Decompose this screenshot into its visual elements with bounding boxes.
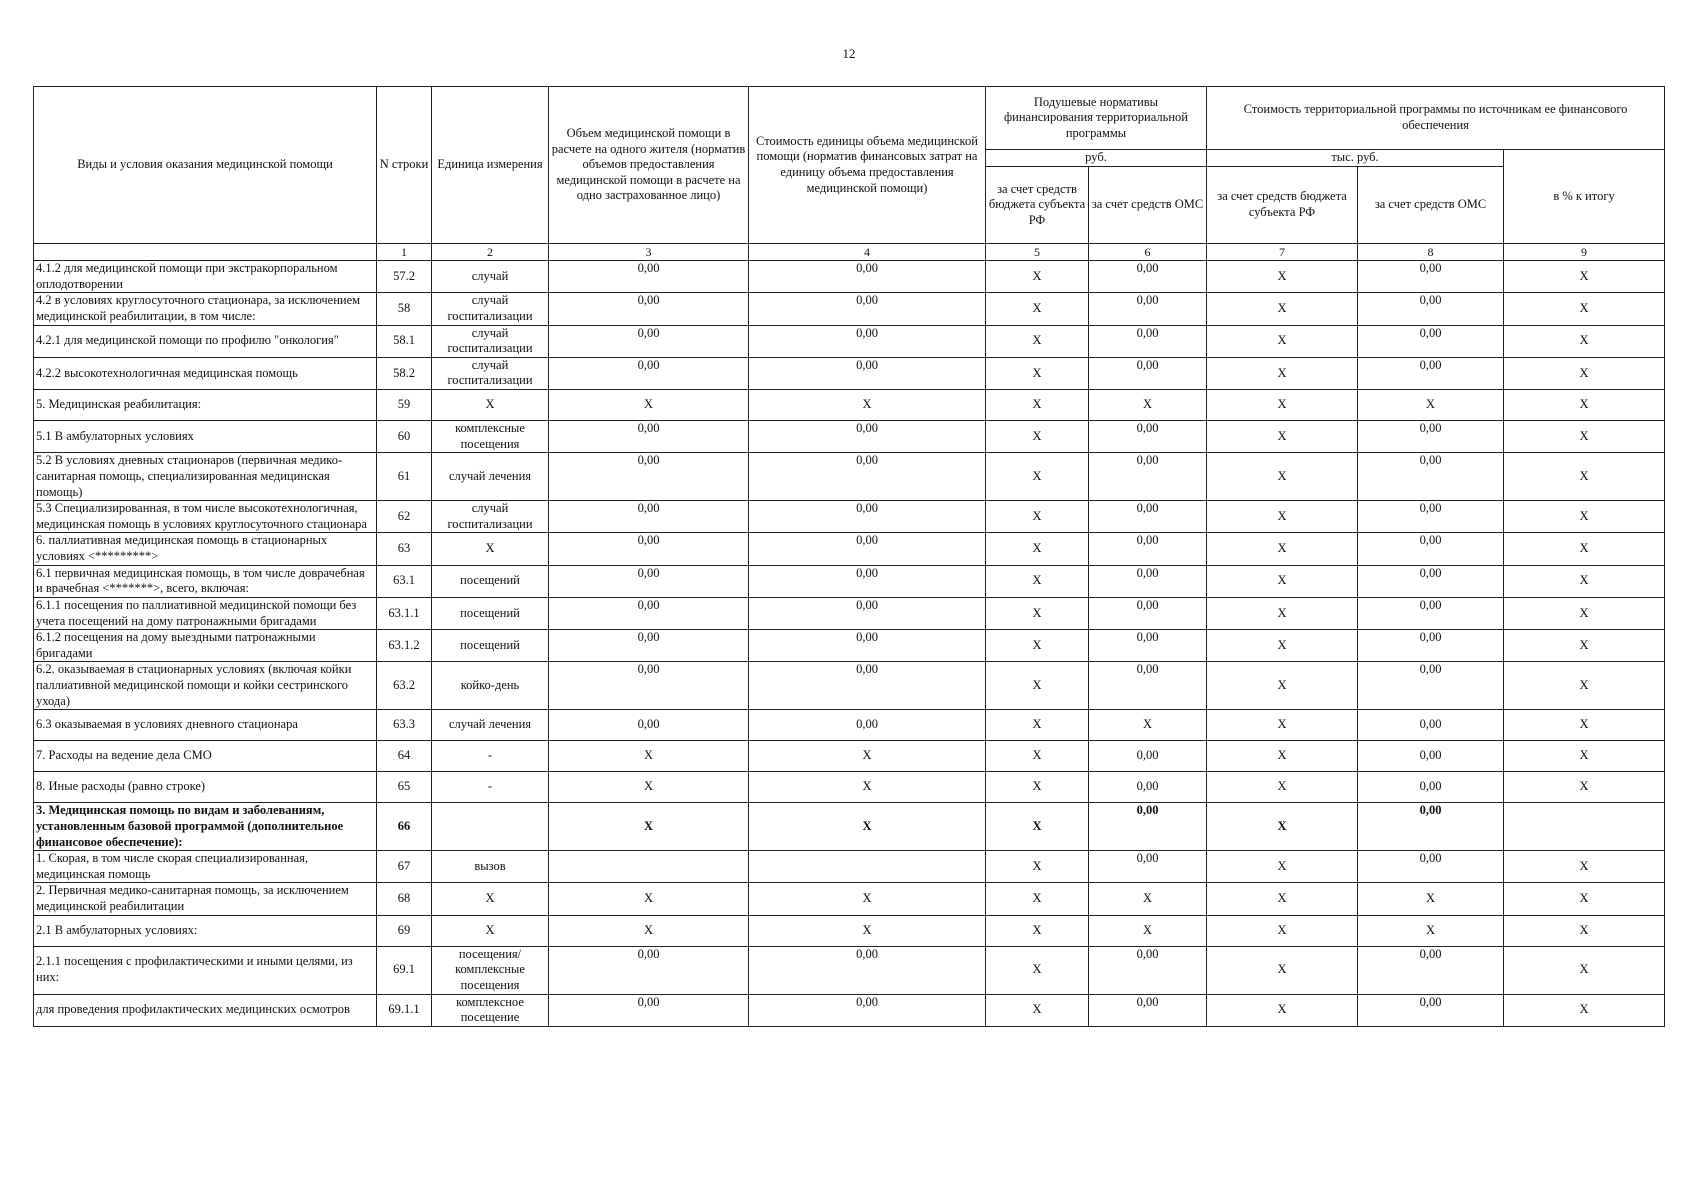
- cell-c4: 0,00: [749, 533, 986, 565]
- cell-c6: 0,00: [1089, 293, 1207, 325]
- header-col9: в % к итогу: [1504, 150, 1665, 244]
- cell-c6: X: [1089, 883, 1207, 915]
- cell-c4: 0,00: [749, 325, 986, 357]
- cell-c3: X: [549, 803, 749, 851]
- cell-c9: X: [1504, 883, 1665, 915]
- cell-c5: X: [986, 803, 1089, 851]
- cell-c8: X: [1358, 390, 1504, 421]
- cell-c9: X: [1504, 293, 1665, 325]
- row-unit: X: [432, 883, 549, 915]
- cell-c7: X: [1207, 915, 1358, 946]
- row-name: 8. Иные расходы (равно строке): [34, 772, 377, 803]
- row-name: 2.1.1 посещения с профилактическими и иными целями, из них:: [34, 946, 377, 994]
- row-unit: случай госпитализации: [432, 325, 549, 357]
- row-unit: койко-день: [432, 662, 549, 710]
- row-unit: вызов: [432, 851, 549, 883]
- cell-c7: X: [1207, 662, 1358, 710]
- cell-c6: 0,00: [1089, 630, 1207, 662]
- row-name: 7. Расходы на ведение дела СМО: [34, 741, 377, 772]
- cell-c4: X: [749, 741, 986, 772]
- cell-c8: 0,00: [1358, 453, 1504, 501]
- table-row: [34, 994, 1665, 1026]
- cell-c4: 0,00: [749, 597, 986, 629]
- cell-c3: X: [549, 772, 749, 803]
- table-row: [34, 710, 1665, 741]
- row-number: 60: [377, 421, 432, 453]
- cell-c9: X: [1504, 261, 1665, 293]
- row-unit: X: [432, 533, 549, 565]
- cell-c3: 0,00: [549, 357, 749, 389]
- cell-c6: 0,00: [1089, 533, 1207, 565]
- cell-c9: X: [1504, 851, 1665, 883]
- row-number: 63.3: [377, 710, 432, 741]
- cell-c4: 0,00: [749, 710, 986, 741]
- cell-c7: X: [1207, 325, 1358, 357]
- column-number: 4: [749, 244, 986, 261]
- header-row-number: N строки: [377, 87, 432, 244]
- cell-c3: 0,00: [549, 662, 749, 710]
- cell-c4: X: [749, 772, 986, 803]
- row-number: 58.1: [377, 325, 432, 357]
- cell-c5: X: [986, 946, 1089, 994]
- row-name: 4.1.2 для медицинской помощи при экстракорпоральном оплодотворении: [34, 261, 377, 293]
- row-unit: случай госпитализации: [432, 293, 549, 325]
- cell-c7: X: [1207, 630, 1358, 662]
- row-name: 6.1 первичная медицинская помощь, в том числе доврачебная и врачебная <*******>, всего, включая:: [34, 565, 377, 597]
- header-name: Виды и условия оказания медицинской помощи: [34, 87, 377, 244]
- table-header: [34, 87, 1665, 261]
- cell-c6: 0,00: [1089, 803, 1207, 851]
- cell-c7: X: [1207, 772, 1358, 803]
- cell-c8: 0,00: [1358, 772, 1504, 803]
- cell-c6: 0,00: [1089, 851, 1207, 883]
- cell-c4: X: [749, 915, 986, 946]
- cell-c9: X: [1504, 565, 1665, 597]
- cell-c5: X: [986, 630, 1089, 662]
- row-number: 63.2: [377, 662, 432, 710]
- header-col8: за счет средств ОМС: [1358, 167, 1504, 244]
- row-number: 63.1: [377, 565, 432, 597]
- table-row: [34, 662, 1665, 710]
- row-number: 63.1.1: [377, 597, 432, 629]
- cell-c9: X: [1504, 741, 1665, 772]
- column-number: 3: [549, 244, 749, 261]
- cell-c7: X: [1207, 946, 1358, 994]
- cell-c8: 0,00: [1358, 597, 1504, 629]
- cell-c4: [749, 851, 986, 883]
- row-unit: случай госпитализации: [432, 501, 549, 533]
- cell-c9: X: [1504, 325, 1665, 357]
- cell-c6: X: [1089, 710, 1207, 741]
- table-row: [34, 597, 1665, 629]
- row-number: 58: [377, 293, 432, 325]
- cell-c7: X: [1207, 994, 1358, 1026]
- cell-c5: X: [986, 325, 1089, 357]
- row-number: 58.2: [377, 357, 432, 389]
- table-row: [34, 565, 1665, 597]
- row-number: 65: [377, 772, 432, 803]
- cell-c5: X: [986, 597, 1089, 629]
- cell-c6: 0,00: [1089, 357, 1207, 389]
- cell-c6: 0,00: [1089, 994, 1207, 1026]
- cell-c6: 0,00: [1089, 946, 1207, 994]
- cell-c5: X: [986, 293, 1089, 325]
- program-cost-table: [33, 86, 1665, 1027]
- cell-c6: 0,00: [1089, 501, 1207, 533]
- row-name: 1. Скорая, в том числе скорая специализированная, медицинская помощь: [34, 851, 377, 883]
- cell-c3: 0,00: [549, 994, 749, 1026]
- header-program-cost: Стоимость территориальной программы по источникам ее финансового обеспечения: [1207, 87, 1665, 150]
- column-number: 8: [1358, 244, 1504, 261]
- cell-c9: [1504, 803, 1665, 851]
- cell-c9: X: [1504, 915, 1665, 946]
- row-unit: случай госпитализации: [432, 357, 549, 389]
- row-number: 57.2: [377, 261, 432, 293]
- cell-c3: 0,00: [549, 325, 749, 357]
- cell-c8: 0,00: [1358, 710, 1504, 741]
- row-unit: комплексные посещения: [432, 421, 549, 453]
- row-name: 2. Первичная медико-санитарная помощь, за исключением медицинской реабилитации: [34, 883, 377, 915]
- cell-c5: X: [986, 662, 1089, 710]
- cell-c6: 0,00: [1089, 597, 1207, 629]
- cell-c7: X: [1207, 851, 1358, 883]
- cell-c3: X: [549, 883, 749, 915]
- row-name: 3. Медицинская помощь по видам и заболеваниям, установленным базовой программой (дополнительное финансовое обеспечение):: [34, 803, 377, 851]
- header-unit-cost: Стоимость единицы объема медицинской помощи (норматив финансовых затрат на единицу объема предоставления медицинской помощи): [749, 87, 986, 244]
- row-unit: комплексное посещение: [432, 994, 549, 1026]
- cell-c9: X: [1504, 630, 1665, 662]
- cell-c4: 0,00: [749, 994, 986, 1026]
- cell-c3: 0,00: [549, 421, 749, 453]
- cell-c9: X: [1504, 533, 1665, 565]
- cell-c9: X: [1504, 710, 1665, 741]
- row-unit: случай лечения: [432, 710, 549, 741]
- table-row: [34, 630, 1665, 662]
- cell-c3: 0,00: [549, 293, 749, 325]
- row-unit: -: [432, 772, 549, 803]
- table-row: [34, 421, 1665, 453]
- row-name: 6.2. оказываемая в стационарных условиях (включая койки паллиативной медицинской помощи и койки сестринского ухода): [34, 662, 377, 710]
- table-row: [34, 293, 1665, 325]
- cell-c6: 0,00: [1089, 565, 1207, 597]
- row-unit: X: [432, 915, 549, 946]
- cell-c6: 0,00: [1089, 662, 1207, 710]
- header-col6: за счет средств ОМС: [1089, 167, 1207, 244]
- row-name: для проведения профилактических медицинских осмотров: [34, 994, 377, 1026]
- row-unit: посещения/комплексные посещения: [432, 946, 549, 994]
- row-name: 4.2 в условиях круглосуточного стационара, за исключением медицинской реабилитации, в том числе:: [34, 293, 377, 325]
- cell-c3: 0,00: [549, 597, 749, 629]
- cell-c8: 0,00: [1358, 662, 1504, 710]
- row-name: 4.2.2 высокотехнологичная медицинская помощь: [34, 357, 377, 389]
- cell-c3: 0,00: [549, 710, 749, 741]
- row-unit: -: [432, 741, 549, 772]
- table-row: [34, 741, 1665, 772]
- cell-c8: 0,00: [1358, 421, 1504, 453]
- row-unit: посещений: [432, 597, 549, 629]
- cell-c8: 0,00: [1358, 741, 1504, 772]
- cell-c5: X: [986, 453, 1089, 501]
- cell-c9: X: [1504, 994, 1665, 1026]
- row-number: 69: [377, 915, 432, 946]
- row-number: 67: [377, 851, 432, 883]
- cell-c5: X: [986, 710, 1089, 741]
- cell-c8: X: [1358, 883, 1504, 915]
- cell-c9: X: [1504, 421, 1665, 453]
- cell-c5: X: [986, 772, 1089, 803]
- row-number: 63: [377, 533, 432, 565]
- table-row: [34, 357, 1665, 389]
- cell-c7: X: [1207, 501, 1358, 533]
- cell-c8: 0,00: [1358, 261, 1504, 293]
- cell-c5: X: [986, 390, 1089, 421]
- cell-c6: X: [1089, 390, 1207, 421]
- row-number: 69.1: [377, 946, 432, 994]
- cell-c6: X: [1089, 915, 1207, 946]
- row-name: 5.1 В амбулаторных условиях: [34, 421, 377, 453]
- cell-c3: 0,00: [549, 533, 749, 565]
- header-col7: за счет средств бюджета субъекта РФ: [1207, 167, 1358, 244]
- cell-c4: 0,00: [749, 501, 986, 533]
- row-name: 5. Медицинская реабилитация:: [34, 390, 377, 421]
- cell-c9: X: [1504, 357, 1665, 389]
- row-name: 5.3 Специализированная, в том числе высокотехнологичная, медицинская помощь в условиях круглосуточного стационара: [34, 501, 377, 533]
- row-number: 63.1.2: [377, 630, 432, 662]
- row-unit: посещений: [432, 565, 549, 597]
- cell-c3: 0,00: [549, 630, 749, 662]
- table-row: [34, 851, 1665, 883]
- cell-c5: X: [986, 851, 1089, 883]
- table-row: [34, 915, 1665, 946]
- row-unit: [432, 803, 549, 851]
- cell-c7: X: [1207, 293, 1358, 325]
- cell-c5: X: [986, 421, 1089, 453]
- cell-c9: X: [1504, 662, 1665, 710]
- column-number: 2: [432, 244, 549, 261]
- cell-c3: 0,00: [549, 453, 749, 501]
- row-number: 59: [377, 390, 432, 421]
- cell-c8: 0,00: [1358, 357, 1504, 389]
- row-number: 66: [377, 803, 432, 851]
- row-number: 61: [377, 453, 432, 501]
- cell-c7: X: [1207, 710, 1358, 741]
- cell-c7: X: [1207, 357, 1358, 389]
- cell-c4: X: [749, 390, 986, 421]
- cell-c5: X: [986, 261, 1089, 293]
- cell-c3: X: [549, 390, 749, 421]
- table-row: [34, 533, 1665, 565]
- row-number: 69.1.1: [377, 994, 432, 1026]
- cell-c4: X: [749, 803, 986, 851]
- cell-c4: X: [749, 883, 986, 915]
- cell-c8: 0,00: [1358, 501, 1504, 533]
- cell-c8: 0,00: [1358, 851, 1504, 883]
- column-number: 6: [1089, 244, 1207, 261]
- cell-c5: X: [986, 357, 1089, 389]
- cell-c8: 0,00: [1358, 325, 1504, 357]
- header-unit: Единица измерения: [432, 87, 549, 244]
- cell-c4: 0,00: [749, 630, 986, 662]
- row-number: 68: [377, 883, 432, 915]
- table-row: [34, 772, 1665, 803]
- cell-c7: X: [1207, 533, 1358, 565]
- header-col5: за счет средств бюджета субъекта РФ: [986, 167, 1089, 244]
- cell-c5: X: [986, 883, 1089, 915]
- table-row: [34, 883, 1665, 915]
- row-number: 62: [377, 501, 432, 533]
- cell-c6: 0,00: [1089, 453, 1207, 501]
- row-name: 6.1.1 посещения по паллиативной медицинской помощи без учета посещений на дому патронажными бригадами: [34, 597, 377, 629]
- cell-c5: X: [986, 994, 1089, 1026]
- header-unit-rub: руб.: [986, 150, 1207, 167]
- table-row: [34, 803, 1665, 851]
- cell-c4: 0,00: [749, 293, 986, 325]
- row-name: 2.1 В амбулаторных условиях:: [34, 915, 377, 946]
- cell-c7: X: [1207, 390, 1358, 421]
- cell-c7: X: [1207, 565, 1358, 597]
- row-name: 4.2.1 для медицинской помощи по профилю "онкология": [34, 325, 377, 357]
- cell-c8: 0,00: [1358, 994, 1504, 1026]
- cell-c4: 0,00: [749, 421, 986, 453]
- row-unit: посещений: [432, 630, 549, 662]
- column-number: 7: [1207, 244, 1358, 261]
- cell-c8: 0,00: [1358, 293, 1504, 325]
- cell-c7: X: [1207, 741, 1358, 772]
- cell-c6: 0,00: [1089, 325, 1207, 357]
- cell-c4: 0,00: [749, 261, 986, 293]
- row-name: 6. паллиативная медицинская помощь в стационарных условиях <*********>: [34, 533, 377, 565]
- cell-c4: 0,00: [749, 357, 986, 389]
- column-number: 9: [1504, 244, 1665, 261]
- table-row: [34, 453, 1665, 501]
- row-number: 64: [377, 741, 432, 772]
- row-unit: случай: [432, 261, 549, 293]
- cell-c6: 0,00: [1089, 421, 1207, 453]
- cell-c4: 0,00: [749, 662, 986, 710]
- cell-c7: X: [1207, 421, 1358, 453]
- table-row: [34, 261, 1665, 293]
- page-number: 12: [842, 46, 856, 61]
- cell-c5: X: [986, 741, 1089, 772]
- cell-c8: 0,00: [1358, 533, 1504, 565]
- row-name: 6.3 оказываемая в условиях дневного стационара: [34, 710, 377, 741]
- table-row: [34, 501, 1665, 533]
- cell-c6: 0,00: [1089, 741, 1207, 772]
- cell-c9: X: [1504, 772, 1665, 803]
- cell-c9: X: [1504, 453, 1665, 501]
- cell-c5: X: [986, 565, 1089, 597]
- table-row: [34, 325, 1665, 357]
- cell-c3: [549, 851, 749, 883]
- cell-c3: X: [549, 915, 749, 946]
- cell-c8: 0,00: [1358, 630, 1504, 662]
- cell-c7: X: [1207, 453, 1358, 501]
- cell-c5: X: [986, 915, 1089, 946]
- cell-c7: X: [1207, 803, 1358, 851]
- cell-c5: X: [986, 533, 1089, 565]
- cell-c3: 0,00: [549, 261, 749, 293]
- row-name: 5.2 В условиях дневных стационаров (первичная медико-санитарная помощь, специализированная медицинская помощь): [34, 453, 377, 501]
- cell-c9: X: [1504, 946, 1665, 994]
- cell-c8: X: [1358, 915, 1504, 946]
- cell-c8: 0,00: [1358, 565, 1504, 597]
- cell-c8: 0,00: [1358, 803, 1504, 851]
- cell-c9: X: [1504, 597, 1665, 629]
- cell-c3: 0,00: [549, 946, 749, 994]
- row-name: 6.1.2 посещения на дому выездными патронажными бригадами: [34, 630, 377, 662]
- table-body: [34, 261, 1665, 1027]
- cell-c6: 0,00: [1089, 261, 1207, 293]
- cell-c5: X: [986, 501, 1089, 533]
- cell-c6: 0,00: [1089, 772, 1207, 803]
- cell-c4: 0,00: [749, 453, 986, 501]
- cell-c7: X: [1207, 261, 1358, 293]
- column-number-blank: [34, 244, 377, 261]
- cell-c8: 0,00: [1358, 946, 1504, 994]
- cell-c3: 0,00: [549, 565, 749, 597]
- row-unit: случай лечения: [432, 453, 549, 501]
- header-unit-thousand-rub: тыс. руб.: [1207, 150, 1504, 167]
- cell-c3: 0,00: [549, 501, 749, 533]
- cell-c9: X: [1504, 390, 1665, 421]
- cell-c3: X: [549, 741, 749, 772]
- column-number: 5: [986, 244, 1089, 261]
- header-volume: Объем медицинской помощи в расчете на одного жителя (норматив объемов предоставления медицинской помощи в расчете на одно застрахованное лицо): [549, 87, 749, 244]
- cell-c7: X: [1207, 597, 1358, 629]
- table-row: [34, 946, 1665, 994]
- cell-c4: 0,00: [749, 946, 986, 994]
- column-number: 1: [377, 244, 432, 261]
- cell-c9: X: [1504, 501, 1665, 533]
- cell-c4: 0,00: [749, 565, 986, 597]
- row-unit: X: [432, 390, 549, 421]
- cell-c7: X: [1207, 883, 1358, 915]
- header-per-capita: Подушевые нормативы финансирования территориальной программы: [986, 87, 1207, 150]
- table-row: [34, 390, 1665, 421]
